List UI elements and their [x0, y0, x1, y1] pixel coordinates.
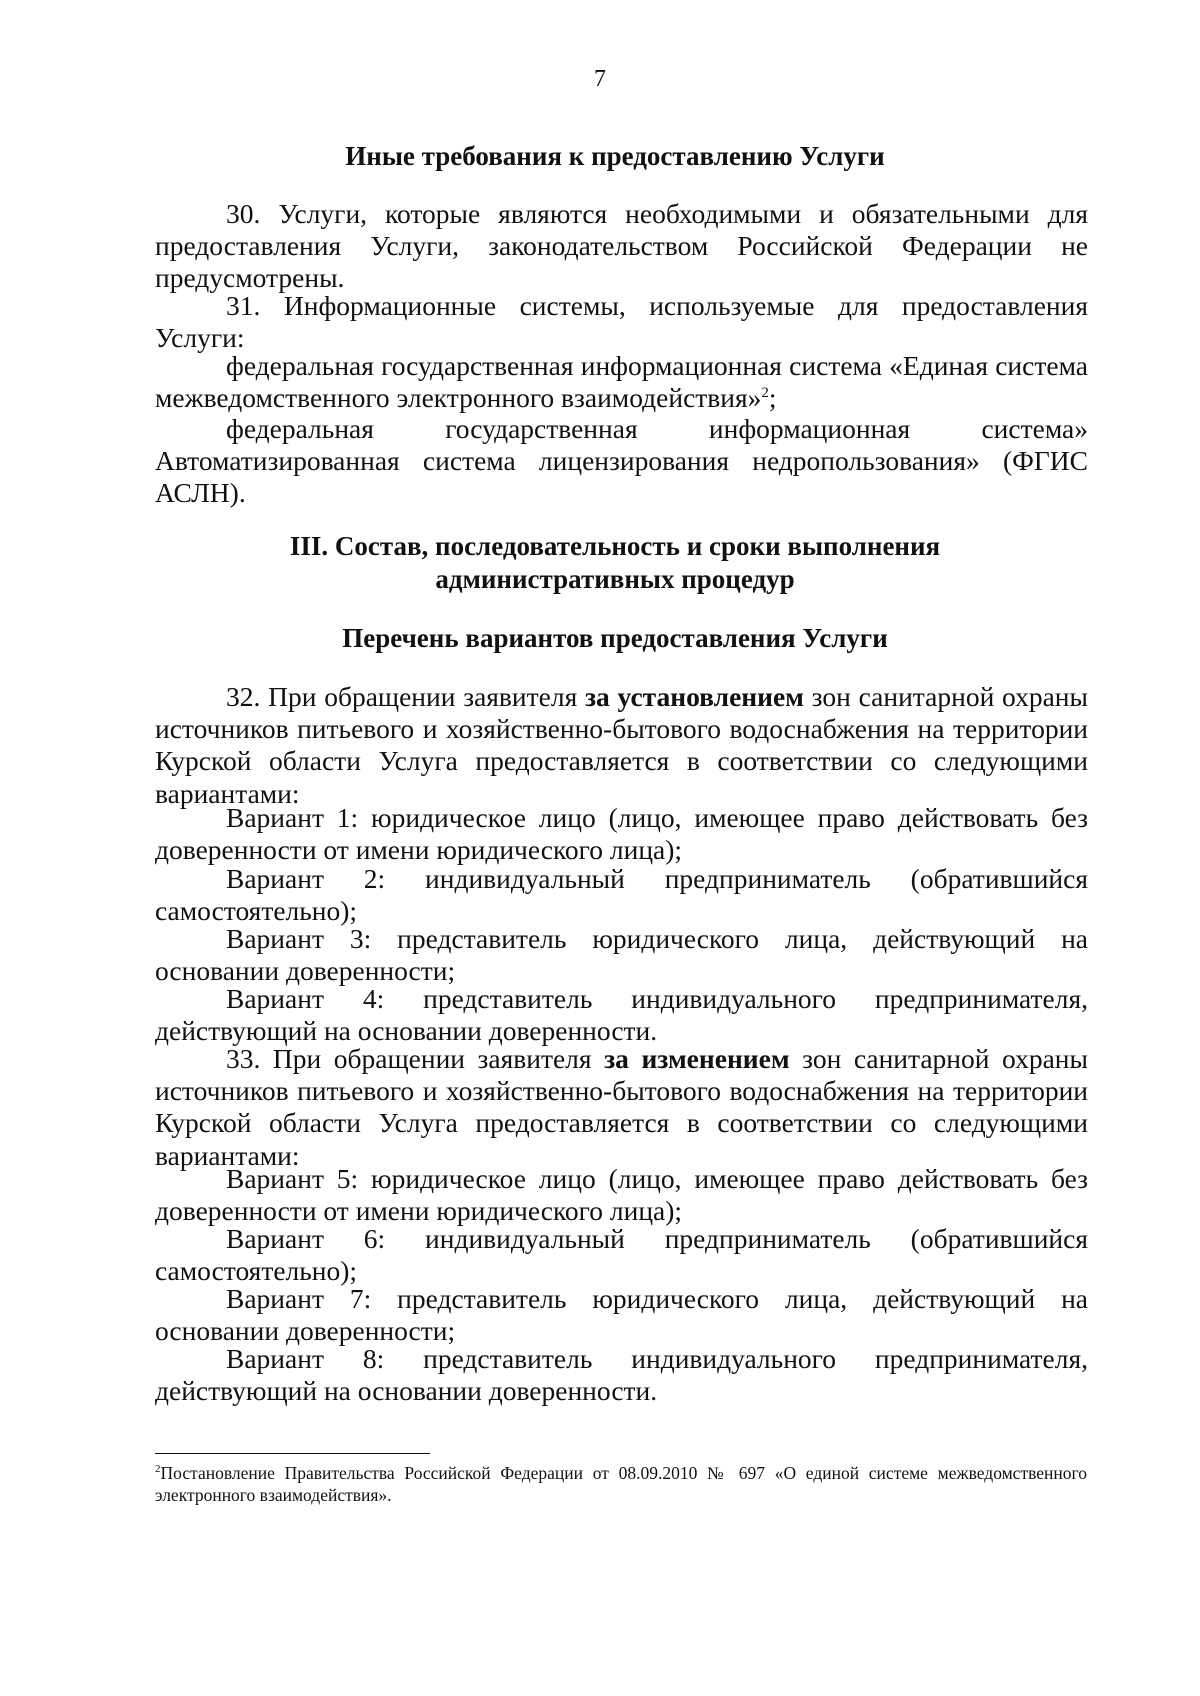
variant-1: Вариант 1: юридическое лицо (лицо, имеющее право действовать без доверенности от имени юридического лица); [155, 802, 1088, 866]
paragraph-31-item-smev [155, 350, 1088, 414]
p33-end: зон санитарной охраны источников питьевого и хозяйственно-бытового водоснабжения на территории Курской области Услуга предоставляется в соответствии со следующими вариантами: [155, 1043, 1088, 1171]
heading-other-requirements: Иные требования к предоставлению Услуги [345, 141, 885, 171]
section-3-heading [150, 530, 1080, 596]
variant-2: Вариант 2: индивидуальный предприниматель (обратившийся самостоятельно); [155, 863, 1088, 927]
paragraph-30: 30. Услуги, которые являются необходимыми и обязательными для предоставления Услуги, законодательством Российской Федерации не предусмотрены. [155, 198, 1088, 294]
footnote-2 [155, 1462, 1087, 1506]
variant-5: Вариант 5: юридическое лицо (лицо, имеющее право действовать без доверенности от имени юридического лица); [155, 1163, 1088, 1227]
variant-3: Вариант 3: представитель юридического лица, действующий на основании доверенности; [155, 923, 1088, 987]
variant-4: Вариант 4: представитель индивидуального предпринимателя, действующий на основании доверенности. [155, 983, 1088, 1047]
variant-8: Вариант 8: представитель индивидуального предпринимателя, действующий на основании доверенности. [155, 1343, 1088, 1407]
p32-emphasis: за установлением [584, 681, 804, 712]
p32-end: зон санитарной охраны источников питьевого и хозяйственно-бытового водоснабжения на территории Курской области Услуга предоставляется в соответствии со следующими вариантами: [155, 681, 1089, 809]
paragraph-31-item-fgis: федеральная государственная информационная система» Автоматизированная система лицензирования недропользования» (ФГИС АСЛН). [155, 413, 1088, 509]
smev-text: федеральная государственная информационная система «Единая система межведомственного электронного взаимодействия» [155, 350, 1088, 414]
heading-variants-list: Перечень вариантов предоставления Услуги [342, 623, 888, 653]
p33-start: 33. При обращении заявителя [226, 1043, 605, 1074]
paragraph-33 [155, 1043, 1088, 1172]
section-3-heading-line-1: III. Состав, последовательность и сроки выполнения [289, 531, 941, 561]
smev-punctuation: ; [768, 382, 777, 414]
page-number: 7 [594, 66, 606, 92]
paragraph-31: 31. Информационные системы, используемые для предоставления Услуги: [155, 290, 1088, 354]
p33-emphasis: за изменением [604, 1043, 790, 1074]
footnote-mark: 2 [155, 1463, 161, 1476]
variant-7: Вариант 7: представитель юридического лица, действующий на основании доверенности; [155, 1283, 1088, 1347]
p32-start: 32. При обращении заявителя [226, 681, 585, 712]
section-3-heading-line-2: административных процедур [435, 564, 795, 594]
paragraph-32 [155, 681, 1088, 810]
footnote-text: Постановление Правительства Российской Федерации от 08.09.2010 № 697 «О единой системе межведомственного электронного взаимодействия». [155, 1463, 1087, 1505]
footnote-separator [155, 1453, 430, 1454]
footnote-reference: 2 [761, 385, 769, 402]
variant-6: Вариант 6: индивидуальный предприниматель (обратившийся самостоятельно); [155, 1223, 1088, 1287]
